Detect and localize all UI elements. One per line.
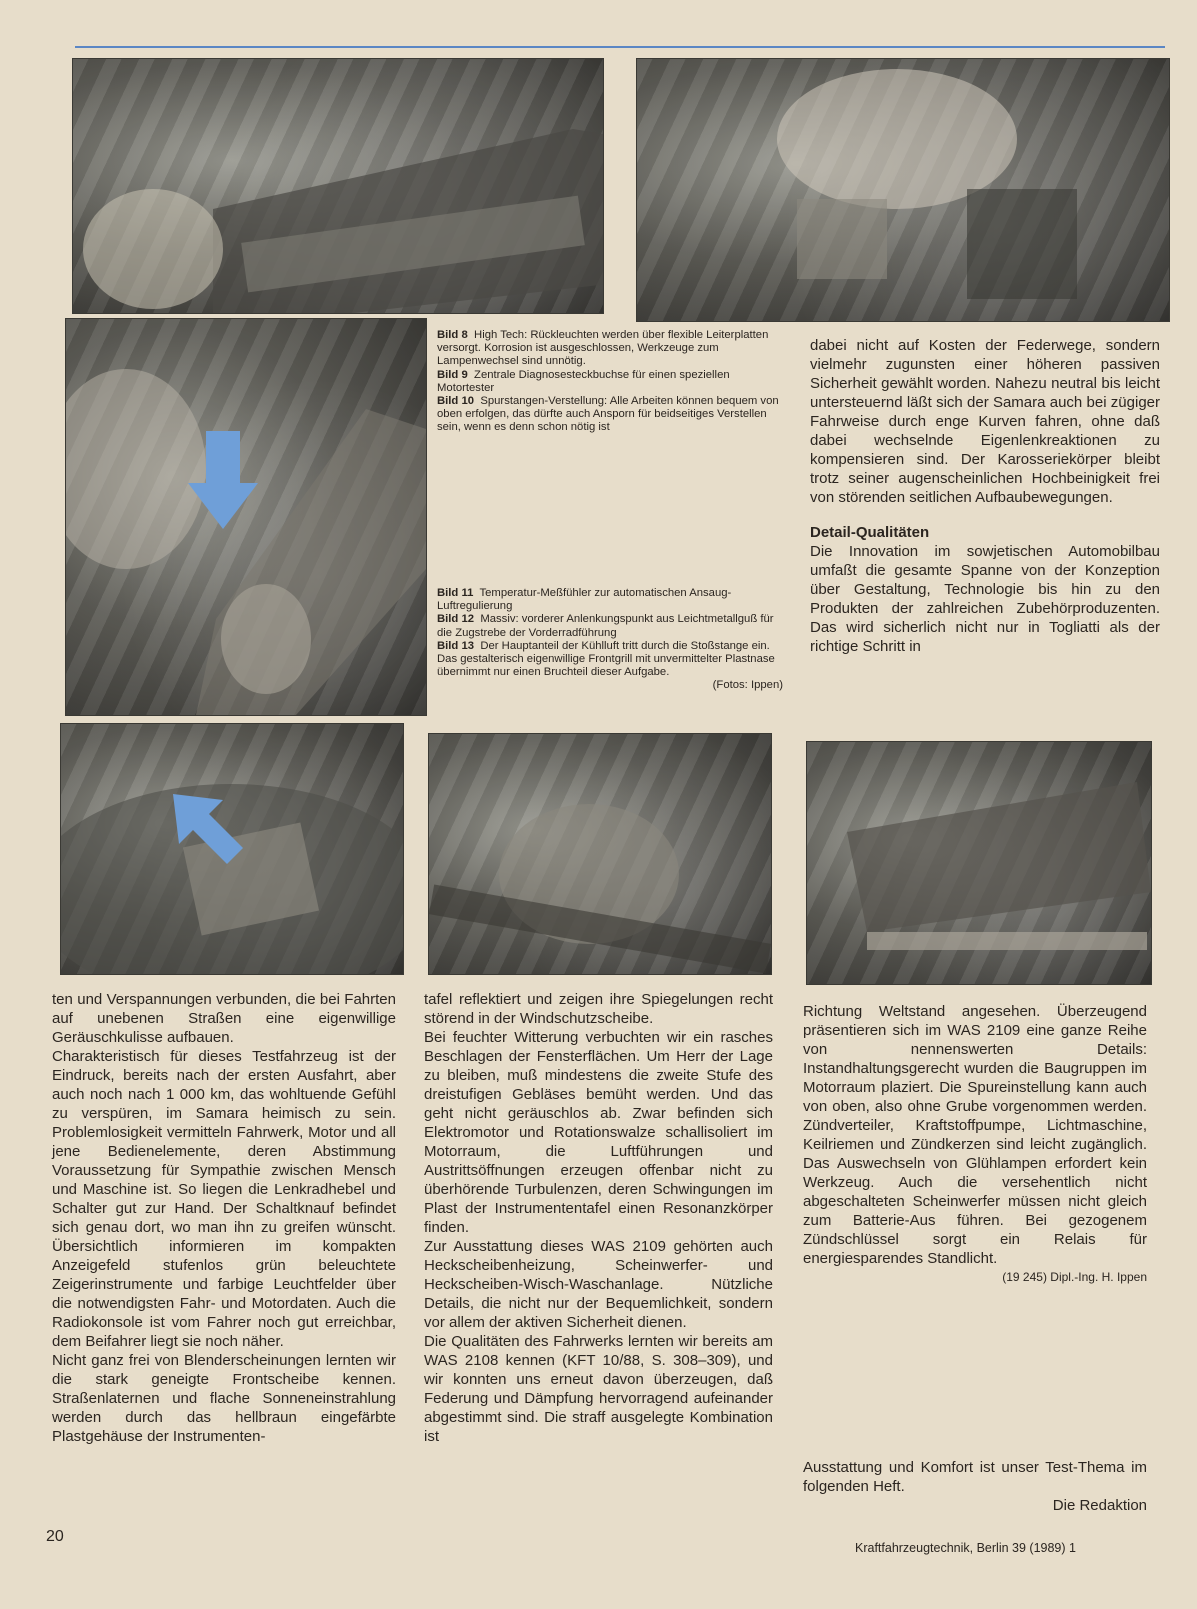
col2-para1: tafel reflektiert und zeigen ihre Spiegelungen recht störend in der Windschutzscheibe. (424, 991, 773, 1027)
caption-bild10: Bild 10 Spurstangen-Verstellung: Alle Arbeiten können bequem von oben erfolgen, das dürfte auch Ansporn für beidseitiges Verstellen sein, wenn es denn schon nötig ist (437, 395, 779, 434)
blue-arrow-icon (188, 431, 258, 531)
caption-bild9: Bild 9 Zentrale Diagnosesteckbuchse für einen speziellen Motortester (437, 368, 730, 394)
author-credit: (19 245) Dipl.-Ing. H. Ippen (1002, 1270, 1147, 1284)
photo-credit: (Fotos: Ippen) (712, 679, 783, 692)
captions-top (437, 329, 783, 435)
caption-bild13: Bild 13 Der Hauptanteil der Kühlluft tritt durch die Stoßstange ein. Das gestalterisch eigenwillige Frontgrill mit unvermittelter Plastnase übernimmt nur einen Bruchteil dieser Aufgabe. (437, 639, 775, 679)
section-heading: Detail-Qualitäten (810, 524, 930, 541)
caption-bild8: Bild 8 High Tech: Rückleuchten werden über flexible Leiterplatten versorgt. Korrosion ist ausgeschlossen, Werkzeuge zum Lampenwechsel sind unnötig. (437, 329, 769, 368)
photo-bild13 (806, 741, 1152, 985)
blue-arrow-icon (173, 794, 243, 864)
caption-bild11: Bild 11 Temperatur-Meßfühler zur automatischen Ansaug-Luftregulierung (437, 587, 732, 613)
next-issue-note (803, 1458, 1147, 1515)
captions-bottom (437, 587, 783, 693)
col2-para3: Zur Ausstattung dieses WAS 2109 gehörten auch Heckscheibenheizung, Scheinwerfer- und Heckscheiben-Wisch-Waschanlage. Nützliche Details, die nicht nur der Bequemlichkeit, sondern vor allem der aktiven Sicherheit dienen. (424, 1238, 773, 1331)
text-column-2 (424, 990, 773, 1446)
header-rule (75, 46, 1165, 48)
signoff: Die Redaktion (1052, 1497, 1147, 1514)
next-issue-text: Ausstattung und Komfort ist unser Test-Thema im folgenden Heft. (803, 1459, 1147, 1495)
photo-bild10 (65, 318, 427, 716)
col2-para2: Bei feuchter Witterung verbuchten wir ein rasches Beschlagen der Fensterflächen. Um Herr der Lage zu bleiben, muß mindestens die zweite Stufe des dreistufigen Gebläses bemüht werden. Und das geht nicht geräuschlos ab. Zwar befinden sich Elektromotor und Rotationswalze schallisoliert im Motorraum, die Luftführungen und Austrittsöffnungen erzeugen offenbar nicht zu überhörende Turbulenzen, deren Schwingungen im Plast der Instrumententafel einen Resonanzkörper finden. (424, 1029, 773, 1236)
upper-right-text (810, 336, 1160, 656)
text-column-3 (803, 1002, 1147, 1287)
photo-bild11 (60, 723, 404, 975)
col2-para4: Die Qualitäten des Fahrwerks lernten wir bereits am WAS 2108 kennen (KFT 10/88, S. 308–309), und wir konnten uns erneut davon überzeugen, daß Federung und Dämpfung hervorragend aufeinander abgestimmt sind. Die straff ausgelegte Kombination ist (424, 1333, 773, 1445)
upper-right-para1: dabei nicht auf Kosten der Federwege, sondern vielmehr zugunsten einer höheren passiven Sicherheit gewählt worden. Nahezu neutral bis leicht untersteuernd läßt sich der Samara auch bei zügiger Fahrweise durch enge Kurven fahren, ohne daß dabei wechselnde Eigenlenkreaktionen zu kompensieren sind. Der Karosseriekörper bleibt trotz seiner augenscheinlichen Hochbeinigkeit frei von störenden seitlichen Aufbaubewegungen. (810, 337, 1160, 506)
col1-para2: Charakteristisch für dieses Testfahrzeug ist der Eindruck, bereits nach der ersten Ausfahrt, aber auch noch nach 1 000 km, das wohltuende Gefühl zu verspüren, im Samara heimisch zu sein. Problemlosigkeit vermitteln Fahrwerk, Motor und all jene Bedienelemente, deren Abstimmung Voraussetzung für Sympathie zwischen Mensch und Maschine ist. So liegen die Lenkradhebel und Schalter gut zur Hand. Der Schaltknauf befindet sich genau dort, wo man ihn zu greifen wünscht. Übersichtlich informieren im kompakten Anzeigefeld stufenlos grün beleuchtete Zeigerinstrumente und farbige Leuchtfelder über die notwendigsten Fahr- und Motordaten. Auch die Radiokonsole ist vom Fahrer noch gut erreichbar, dem Beifahrer liegt sie noch näher. (52, 1048, 396, 1350)
col3-para: Richtung Weltstand angesehen. Überzeugend präsentieren sich im WAS 2109 eine ganze Reihe von nennenswerten Details: Instandhaltungsgerecht wurden die Baugruppen im Motorraum plaziert. Die Spureinstellung kann auch von oben, also ohne Grube vorgenommen werden. Zündverteiler, Kraftstoffpumpe, Lichtmaschine, Keilriemen und Zündkerzen sind leicht zugänglich. Das Auswechseln von Glühlampen erfordert kein Werkzeug. Auch die versehentlich nicht abgeschalteten Scheinwerfer müssen nicht gleich zum Batterie-Aus führen. Bei gezogenem Zündschlüssel sorgt ein Relais für energiesparendes Standlicht. (803, 1003, 1147, 1267)
caption-bild12: Bild 12 Massiv: vorderer Anlenkungspunkt aus Leichtmetallguß für die Zugstrebe der Vorderradführung (437, 613, 774, 639)
photo-bild9 (636, 58, 1170, 322)
page-number: 20 (46, 1528, 64, 1545)
journal-footer: Kraftfahrzeugtechnik, Berlin 39 (1989) 1 (855, 1541, 1076, 1555)
col1-para3: Nicht ganz frei von Blenderscheinungen lernten wir die stark geneigte Frontscheibe kennen. Straßenlaternen und flache Sonneneinstrahlung werden durch das hellbraun eingefärbte Plastgehäuse der Instrumenten- (52, 1352, 396, 1445)
col1-para1: ten und Verspannungen verbunden, die bei Fahrten auf unebenen Straßen eine eigenwillige Geräuschkulisse aufbauen. (52, 991, 396, 1046)
photo-bild8 (72, 58, 604, 314)
upper-right-para2: Die Innovation im sowjetischen Automobilbau umfaßt die gesamte Spanne von der Konzeption über Gestaltung, Technologie bis hin zu den Produkten der zahlreichen Zubehörproduzenten. Das wird sicherlich nicht nur in Togliatti als der richtige Schritt in (810, 543, 1160, 655)
photo-bild12 (428, 733, 772, 975)
text-column-1 (52, 990, 396, 1446)
